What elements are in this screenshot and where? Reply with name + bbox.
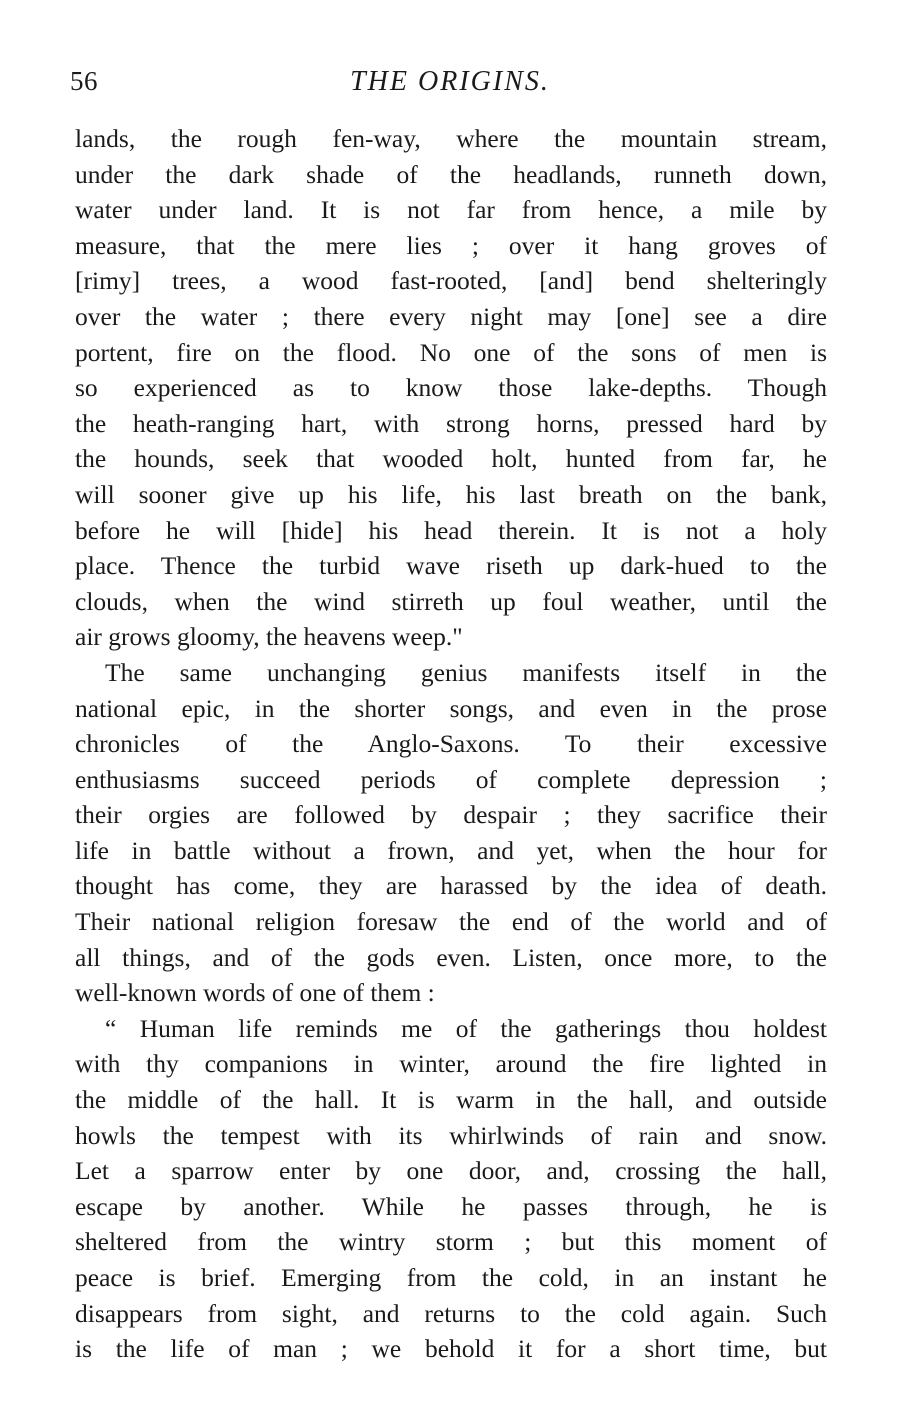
text-line: the middle of the hall. It is warm in the hall, and outside: [75, 1085, 827, 1115]
text-line: Let a sparrow enter by one door, and, crossing the hall,: [75, 1156, 827, 1186]
text-line: life in battle without a frown, and yet, when the hour for: [75, 835, 827, 865]
text-line: place. Thence the turbid wave riseth up dark-hued to the: [75, 551, 827, 581]
text-line: lands, the rough fen-way, where the mountain stream,: [75, 124, 827, 153]
paragraph-start-line: The same unchanging genius manifests itself in the: [105, 657, 827, 687]
text-line: chronicles of the Anglo-Saxons. To their excessive: [75, 729, 827, 759]
text-line: clouds, when the wind stirreth up foul weather, until the: [75, 586, 827, 616]
text-line: national epic, in the shorter songs, and even in the prose: [75, 693, 827, 723]
running-head: [70, 66, 830, 106]
text-line: the heath-ranging hart, with strong horns, pressed hard by: [75, 408, 827, 438]
text-line: measure, that the mere lies ; over it hang groves of: [75, 230, 827, 260]
text-line: all things, and of the gods even. Listen, once more, to the: [75, 942, 827, 972]
text-line: under the dark shade of the headlands, runneth down,: [75, 159, 827, 189]
text-line: peace is brief. Emerging from the cold, in an instant he: [75, 1263, 827, 1292]
text-line: so experienced as to know those lake-depths. Though: [75, 373, 827, 403]
page-number: 56: [70, 66, 98, 96]
text-line: is the life of man ; we behold it for a short time, but: [75, 1334, 827, 1364]
paragraph-end-line: air grows gloomy, the heavens weep.": [75, 622, 463, 652]
text-line: the hounds, seek that wooded holt, hunted from far, he: [75, 444, 827, 474]
text-line: portent, fire on the flood. No one of the sons of men is: [75, 337, 827, 367]
text-line: sheltered from the wintry storm ; but this moment of: [75, 1227, 827, 1257]
text-line: howls the tempest with its whirlwinds of rain and snow.: [75, 1120, 827, 1150]
text-line: enthusiasms succeed periods of complete depression ;: [75, 764, 827, 794]
paragraph-end-line: well-known words of one of them :: [75, 978, 435, 1008]
text-line: [rimy] trees, a wood fast-rooted, [and] bend shelteringly: [75, 266, 827, 296]
body-text: [75, 121, 827, 1367]
text-line: over the water ; there every night may [one] see a dire: [75, 301, 827, 331]
text-line: thought has come, they are harassed by the idea of death.: [75, 871, 827, 901]
text-line: escape by another. While he passes through, he is: [75, 1191, 827, 1221]
text-line: before he will [hide] his head therein. It is not a holy: [75, 515, 827, 545]
text-line: disappears from sight, and returns to the cold again. Such: [75, 1298, 827, 1328]
text-line: water under land. It is not far from hence, a mile by: [75, 195, 827, 225]
text-line: Their national religion foresaw the end of the world and of: [75, 907, 827, 937]
running-title: THE ORIGINS.: [350, 66, 550, 97]
text-line: their orgies are followed by despair ; they sacrifice their: [75, 800, 827, 830]
text-line: with thy companions in winter, around the fire lighted in: [75, 1049, 827, 1079]
paragraph-start-line: “ Human life reminds me of the gatherings thou holdest: [105, 1013, 827, 1043]
text-line: will sooner give up his life, his last breath on the bank,: [75, 479, 827, 509]
